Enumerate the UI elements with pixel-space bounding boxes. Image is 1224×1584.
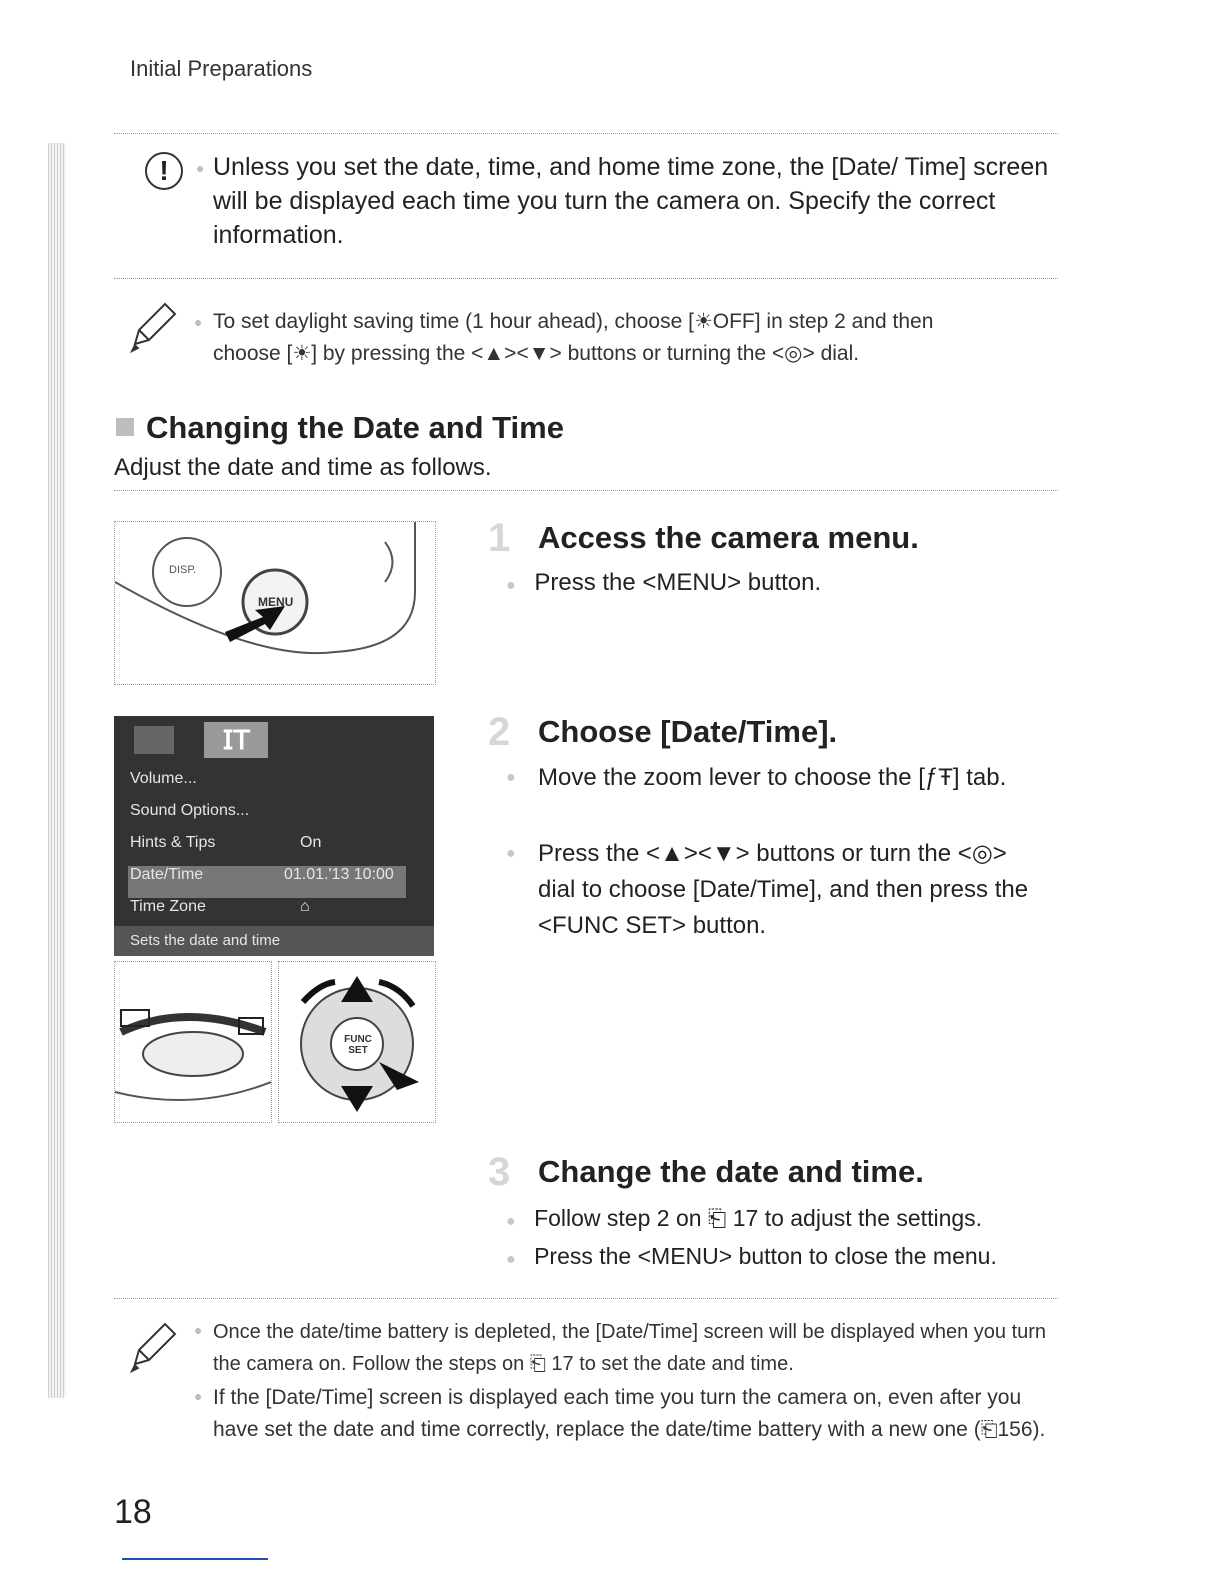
step-number: 1 [488,516,511,560]
section-title: Changing the Date and Time [146,410,564,445]
note-text: If the [Date/Time] screen is displayed each time you turn the camera on, even after you have set the date and time correctly, replace the date/time battery with a new one (⎗156). [213,1386,1046,1441]
menu-button-label: MENU [258,595,294,609]
control-dial-photo [278,961,436,1123]
step-bullet [506,1200,982,1240]
camera-menu-button-photo [114,521,436,685]
menu-row-datetime: Date/Time 01.01.'13 10:00 [128,866,406,898]
menu-row-volume: Volume... [130,770,197,787]
step-bullet-text: Follow step 2 on ⎗ 17 to adjust the settings. [534,1205,983,1231]
bullet-dot: ● [506,1251,516,1268]
footer-rule [122,1558,268,1560]
bullet-dot: ● [196,160,205,176]
bullet-dot: ● [194,1322,203,1338]
step-bullet-text: Press the <MENU> button. [534,569,822,596]
note-line: choose [☀] by pressing the <▲><▼> buttons or turning the <◎> dial. [213,342,860,365]
disp-button-label: DISP. [169,564,197,576]
bullet-dot: ● [506,845,516,862]
note-text: Once the date/time battery is depleted, the [Date/Time] screen will be displayed when you turn the camera on. Follow the steps on ⎗ 17 to set the date and time. [213,1321,1047,1375]
divider [114,1298,1058,1299]
step-bullet [506,836,1046,944]
step-number: 2 [488,710,511,754]
step-bullet-text: Move the zoom lever to choose the [ƒŦ] tab. [538,764,1007,791]
note-line: To set daylight saving time (1 hour ahead), choose [☀OFF] in step 2 and then [213,310,934,333]
bullet-dot: ● [506,769,516,786]
caution-text: Unless you set the date, time, and home time zone, the [Date/ Time] screen will be displayed each time you turn the camera on. Specify the correct information. [213,153,1049,249]
running-header: Initial Preparations [130,56,313,81]
menu-row-sound: Sound Options... [130,802,250,819]
chapter-tab-strip [48,143,66,1398]
camera-menu-screen [114,716,434,956]
bullet-dot: ● [506,1213,516,1230]
section-subtitle: Adjust the date and time as follows. [114,454,492,481]
func-set-label: FUNC SET [344,1034,372,1056]
divider [114,133,1058,134]
bullet-dot: ● [194,1388,203,1404]
menu-hint-bar: Sets the date and time [114,926,434,956]
camera-tab-icon [134,726,174,754]
step-bullet-text: Press the <MENU> button to close the menu. [534,1243,997,1269]
step-title: Access the camera menu. [538,520,919,555]
caution-icon: ! [145,152,183,190]
step-bullet [506,760,1046,796]
step-title: Choose [Date/Time]. [538,714,838,749]
divider [114,490,1058,491]
pencil-icon [125,296,185,356]
section-marker [116,418,134,436]
step-number: 3 [488,1150,511,1194]
page-number: 18 [114,1493,152,1531]
divider [114,278,1058,279]
bullet-dot: ● [506,577,516,594]
step-bullet [506,565,821,604]
step-title: Change the date and time. [538,1154,924,1189]
zoom-lever-photo [114,961,272,1123]
step-bullet-text: Press the <▲><▼> buttons or turn the <◎> dial to choose [Date/Time], and then press the <FUNC SET> button. [538,840,1029,939]
step-bullet [506,1238,997,1278]
settings-tab-icon: 𝖨𝖳 [204,722,268,758]
pencil-icon [125,1316,185,1376]
menu-row-hints: Hints & Tips On [130,834,322,851]
note-text [213,306,1053,370]
bullet-dot: ● [194,314,203,330]
menu-row-timezone: Time Zone ⌂ [130,898,310,915]
